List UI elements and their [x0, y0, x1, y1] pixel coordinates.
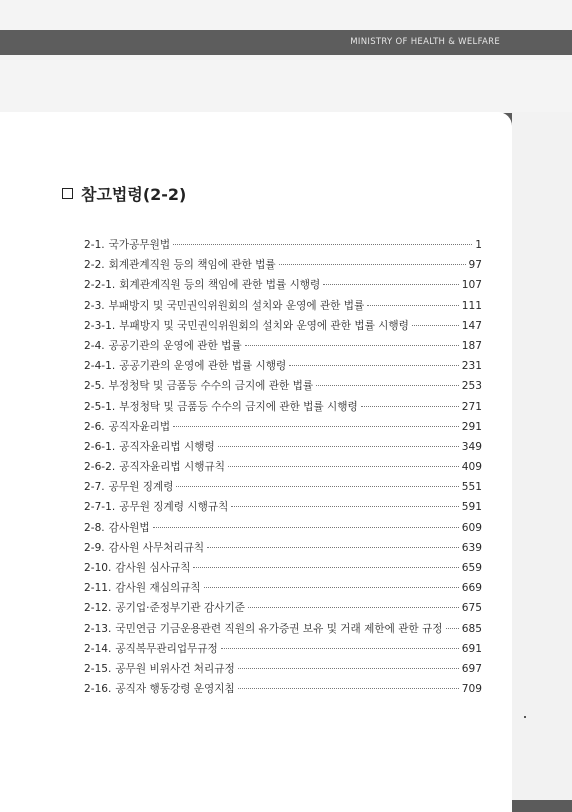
toc-entry[interactable]: [84, 621, 482, 641]
toc-entry-title: 공직복무관리업무규정: [115, 642, 218, 655]
leader-dots: [231, 506, 458, 507]
toc-entry-title: 부패방지 및 국민권익위원회의 설치와 운영에 관한 법률 시행령: [119, 319, 409, 332]
toc-entry-number: 2-11.: [84, 582, 112, 595]
toc-entry[interactable]: [84, 277, 482, 297]
leader-dots: [446, 628, 459, 629]
toc-entry-number: 2-10.: [84, 562, 112, 574]
square-bullet-icon: [62, 188, 73, 199]
toc-entry-title: 공공기관의 운영에 관한 법률: [108, 339, 242, 352]
toc-entry[interactable]: [84, 661, 482, 681]
leader-dots: [367, 305, 459, 306]
leader-dots: [289, 365, 459, 366]
toc-entry-title: 국민연금 기금운용관련 직원의 유가증권 보유 및 거래 제한에 관한 규정: [115, 622, 443, 635]
side-margin: [512, 112, 572, 800]
toc-entry[interactable]: [84, 358, 482, 378]
leader-dots: [238, 668, 459, 669]
header-bar: [0, 30, 572, 55]
toc-entry[interactable]: [84, 257, 482, 277]
toc-entry-title: 공무원 징계령: [108, 481, 174, 494]
toc-entry-title: 감사원 사무처리규칙: [108, 541, 205, 554]
toc-entry-page: 253: [461, 380, 482, 393]
toc-entry-number: 2-4-1.: [84, 360, 116, 373]
toc-entry[interactable]: [84, 540, 482, 560]
toc-entry[interactable]: [84, 641, 482, 661]
leader-dots: [153, 527, 459, 528]
header-gap: [0, 55, 572, 113]
toc-entry-number: 2-14.: [84, 642, 112, 655]
toc-entry-page: 669: [461, 582, 482, 595]
toc-entry-page: 709: [461, 683, 482, 696]
toc-entry-number: 2-12.: [84, 602, 112, 615]
ministry-label: MINISTRY OF HEALTH & WELFARE: [350, 37, 500, 47]
leader-dots: [412, 325, 459, 326]
toc-entry-page: 685: [461, 622, 482, 635]
toc-entry-number: 2-2-1.: [84, 279, 116, 292]
toc-entry-title: 공직자 행동강령 운영지침: [115, 683, 235, 696]
toc-entry-number: 2-5.: [84, 380, 105, 393]
toc-entry-number: 2-6.: [84, 420, 105, 433]
toc-entry-title: 공공기관의 운영에 관한 법률 시행령: [119, 360, 287, 373]
leader-dots: [228, 466, 459, 467]
toc-entry[interactable]: [84, 439, 482, 459]
toc-entry-title: 공무원 비위사건 처리규정: [115, 662, 235, 675]
toc-entry-title: 공무원 징계령 시행규칙: [119, 501, 229, 514]
toc-entry-page: 591: [461, 501, 482, 514]
toc-entry[interactable]: [84, 419, 482, 439]
toc-entry-title: 공직자윤리법 시행령: [119, 440, 215, 453]
toc-entry-number: 2-3-1.: [84, 319, 116, 332]
toc-entry-title: 공기업·준정부기관 감사기준: [115, 602, 245, 615]
leader-dots: [316, 385, 459, 386]
leader-dots: [238, 688, 459, 689]
toc-entry[interactable]: [84, 580, 482, 600]
toc-entry-page: 111: [461, 299, 482, 312]
toc-entry-title: 부패방지 및 국민권익위원회의 설치와 운영에 관한 법률: [108, 299, 365, 312]
toc-entry[interactable]: [84, 378, 482, 398]
toc-entry-page: 609: [461, 521, 482, 534]
leader-dots: [218, 446, 459, 447]
toc-entry-page: 271: [461, 400, 482, 413]
toc-entry[interactable]: [84, 600, 482, 620]
toc-entry-title: 감사원 재심의규칙: [115, 582, 201, 595]
leader-dots: [323, 284, 458, 285]
toc-entry[interactable]: [84, 298, 482, 318]
leader-dots: [245, 345, 459, 346]
leader-dots: [279, 264, 466, 265]
leader-dots: [248, 607, 459, 608]
toc-entry[interactable]: [84, 459, 482, 479]
leader-dots: [173, 244, 472, 245]
toc-entry-number: 2-6-2.: [84, 461, 116, 474]
leader-dots: [221, 648, 459, 649]
leader-dots: [173, 426, 459, 427]
leader-dots: [207, 547, 459, 548]
toc-entry[interactable]: [84, 338, 482, 358]
toc-entry-page: 231: [461, 360, 482, 373]
toc-entry-page: 691: [461, 642, 482, 655]
toc-entry[interactable]: [84, 479, 482, 499]
toc-entry-page: 107: [461, 279, 482, 292]
toc-entry-title: 공직자윤리법: [108, 420, 171, 433]
toc-entry-page: 349: [461, 440, 482, 453]
toc-entry-number: 2-16.: [84, 683, 112, 696]
leader-dots: [176, 486, 458, 487]
toc-entry-page: 659: [461, 562, 482, 574]
toc-entry-title: 회계관계직원 등의 책임에 관한 법률 시행령: [119, 279, 321, 292]
section-title: 참고법령(2-2): [81, 185, 187, 204]
toc-entry-number: 2-3.: [84, 299, 105, 312]
scan-dot: [524, 716, 526, 718]
toc-entry-number: 2-6-1.: [84, 440, 116, 453]
table-of-contents: [84, 237, 482, 701]
leader-dots: [204, 587, 459, 588]
toc-entry-number: 2-15.: [84, 662, 112, 675]
toc-entry[interactable]: [84, 399, 482, 419]
page-top-margin: [0, 0, 572, 30]
toc-entry-page: 697: [461, 662, 482, 675]
toc-entry[interactable]: [84, 560, 482, 580]
toc-entry-number: 2-8.: [84, 521, 105, 534]
leader-dots: [361, 406, 459, 407]
toc-entry[interactable]: [84, 499, 482, 519]
toc-entry-page: 291: [461, 420, 482, 433]
toc-entry-number: 2-1.: [84, 239, 105, 251]
toc-entry[interactable]: [84, 681, 482, 701]
toc-entry-title: 부정청탁 및 금품등 수수의 금지에 관한 법률: [108, 380, 314, 393]
toc-entry-number: 2-2.: [84, 259, 105, 272]
toc-entry-title: 회계관계직원 등의 책임에 관한 법률: [108, 259, 276, 272]
toc-entry-page: 147: [461, 319, 482, 332]
toc-entry[interactable]: [84, 237, 482, 257]
toc-entry-number: 2-7.: [84, 481, 105, 494]
toc-entry-title: 감사원 심사규칙: [115, 562, 191, 574]
toc-entry-number: 2-9.: [84, 541, 105, 554]
toc-entry-page: 551: [461, 481, 482, 494]
toc-entry-page: 409: [461, 461, 482, 474]
toc-entry[interactable]: [84, 520, 482, 540]
section-heading: [62, 182, 186, 205]
toc-entry-number: 2-7-1.: [84, 501, 116, 514]
toc-entry-page: 1: [475, 239, 482, 251]
toc-entry-title: 감사원법: [108, 521, 150, 534]
toc-entry-page: 639: [461, 541, 482, 554]
toc-entry-page: 187: [461, 339, 482, 352]
leader-dots: [193, 567, 458, 568]
toc-entry-page: 97: [468, 259, 482, 272]
toc-entry-title: 국가공무원법: [108, 239, 171, 251]
toc-entry-title: 공직자윤리법 시행규칙: [119, 461, 225, 474]
toc-entry-number: 2-13.: [84, 622, 112, 635]
toc-entry-number: 2-4.: [84, 339, 105, 352]
toc-entry[interactable]: [84, 318, 482, 338]
toc-entry-page: 675: [461, 602, 482, 615]
toc-entry-number: 2-5-1.: [84, 400, 116, 413]
toc-entry-title: 부정청탁 및 금품등 수수의 금지에 관한 법률 시행령: [119, 400, 358, 413]
